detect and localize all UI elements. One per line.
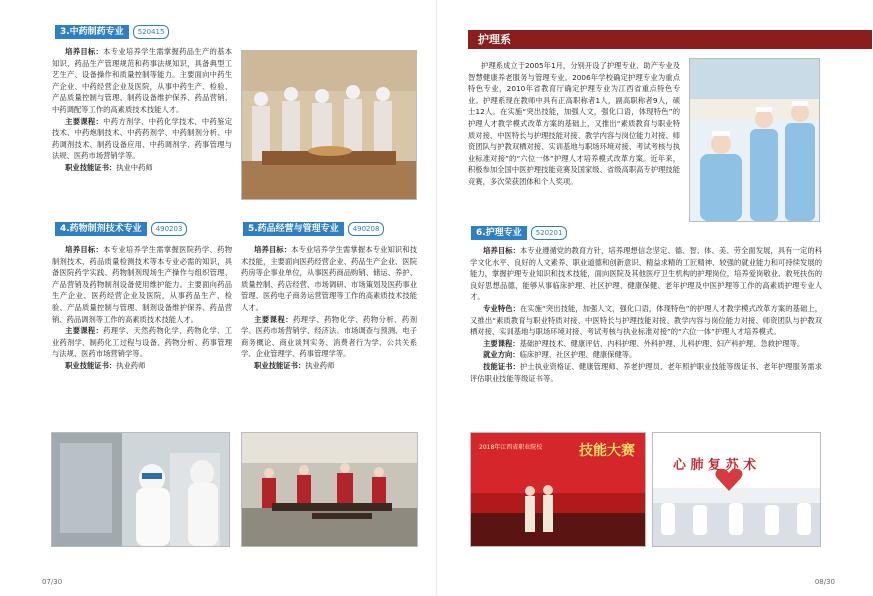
section-6-body	[470, 245, 822, 425]
goal-label: 培养目标：	[65, 47, 104, 56]
cert-label: 职业技能证书：	[65, 162, 117, 172]
contest-banner: 技能大赛	[579, 443, 635, 459]
section-4-courses: 药理学、天然药物化学、药物化学、工业药剂学、制药化工过程与设备、药物分析、药事管理与法规、医药市场营销学等。	[52, 326, 232, 359]
department-title: 护理系	[478, 33, 511, 46]
goal-label: 培养目标：	[254, 245, 292, 254]
page-number-left: 07/30	[42, 578, 63, 586]
contest-subtitle: 2018年江西省职业院校	[479, 444, 543, 451]
section-6-title: 6.护理专业	[471, 226, 527, 240]
cleanroom-photo	[51, 432, 230, 547]
section-6-goal: 本专业遵循党的教育方针，培养理想信念坚定、德、智、体、美、劳全面发展，具有一定的科学文化水平、良好的人文素养、职业道德和创新意识、精益求精的工匠精神、较强的就业能力和可持续发展的能力，掌握护理专业知识和技术技能，面向医院及其他医疗卫生机构的护理岗位，培养爱岗敬业、救死扶伤的良好思想品德，能够从事临床护理、社区护理、健康保健、老年护理及中医护理等工作的高素质护理专业人才。	[470, 246, 822, 302]
section-3-header	[55, 25, 169, 39]
courses-label: 主要课程：	[65, 326, 104, 336]
section-6-header	[471, 226, 567, 240]
section-5-cert: 执业药师	[305, 360, 335, 370]
section-3-title: 3.中药制药专业	[55, 25, 129, 39]
section-4-code: 490203	[151, 222, 188, 236]
section-3-code: 520415	[133, 25, 170, 39]
cert-label: 职业技能证书：	[254, 360, 306, 370]
section-4-header	[55, 222, 187, 236]
courses-label: 主要课程：	[254, 314, 294, 324]
section-4-goal: 本专业培养学生需掌握医院药学、药物制剂技术、药品质量检测技术等本专业必需的知识，具备医院药学实践、药物制剂现场生产操作与组织管理、产品营销及药物制剂设备使用维护能力。主要面向药品生产企业、医药经营企业及医院，从事药品生产、检验、产品质量控制与管理、制剂设备维护保养、药品营销、药品调剂等工作的高素质技术技能人才。	[52, 245, 232, 324]
courses-label: 主要课程：	[65, 116, 104, 126]
section-5-header	[243, 222, 384, 236]
nursing-students-photo	[689, 58, 820, 222]
section-3-courses: 中药方剂学、中药化学技术、中药鉴定技术、中药炮制技术、中药药剂学、中药制剂分析、中药调剂技术、制药设备应用、中药调剂学、药事管理与法规、医药市场营销学等。	[52, 116, 232, 161]
feature-label: 专业特色：	[483, 303, 520, 313]
direction-label: 就业方向：	[483, 350, 520, 360]
department-intro	[468, 60, 680, 225]
section-5-body	[241, 244, 417, 430]
section-6-feature: 在实施“突出技能，加强人文，强化口语，体现特色”的护理人才教学模式改革方案的基础上，又推出“素质教育与职业特质对接、中医特长与护理技能对接、教学内容与岗位能力对接、师资团队与护教双栖对接、实训基地与职场环境对接、考试考核与执业标准对接”的“六位一体”护理人才培养模式。	[470, 303, 822, 337]
section-4-cert: 执业药师	[116, 360, 146, 370]
pharmacy-lab-photo	[241, 50, 417, 200]
goal-label: 培养目标：	[483, 246, 520, 255]
left-page	[0, 0, 436, 596]
section-4-body	[52, 244, 232, 430]
department-title-band	[468, 30, 872, 49]
cpr-training-photo	[652, 432, 821, 547]
cert-label: 技能证书：	[483, 361, 520, 371]
section-5-title: 5.药品经营与管理专业	[243, 222, 344, 236]
section-5-code: 490208	[348, 222, 385, 236]
skills-contest-photo	[470, 432, 646, 547]
section-6-courses: 基础护理技术、健康评估、内科护理、外科护理、儿科护理、妇产科护理、急救护理等。	[519, 338, 805, 348]
cpr-banner: 心 肺 复 苏 术	[673, 458, 757, 473]
courses-label: 主要课程：	[483, 338, 520, 348]
department-intro-text: 护理系成立于2005年1月，分别开设了护理专业、助产专业及智慧健康养老服务与管理专业。2006年学校确定护理专业为重点特色专业，2010年省教育厅确定护理专业为江西省重点特色专业。护理系现在教师中具有正高职称者1人，副高职称者9人，硕士12人。在实施“突出技能，加强人文，强化口语，体现特色”的护理人才教学模式改革方案的基础上，又推出“素质教育与职业特质对接、中医特长与护理技能对接、教学内容与岗位能力对接、师资团队与护教双栖对接、实训基地与职场环境对接、考试考核与执业标准对接”的“六位一体”护理人才培养模式改革方案。近年来，积极参加全国中医护理技能竞赛及国家级、省级高职高专护理技能竞赛，多次荣获团体和个人奖项。	[468, 61, 680, 186]
section-6-direction: 临床护理、社区护理、健康保健等。	[519, 350, 637, 360]
section-3-body	[52, 46, 232, 216]
section-4-title: 4.药物制剂技术专业	[55, 222, 147, 236]
goal-label: 培养目标：	[65, 245, 104, 254]
section-6-cert: 护士执业资格证、健康管理师、养老护理员、老年照护职业技能等级证书、老年护理服务需求评估职业技能等级证书等。	[470, 361, 822, 383]
cert-label: 职业技能证书：	[65, 360, 117, 370]
section-6-code: 520201	[531, 226, 568, 240]
section-5-goal: 本专业培养学生需掌握本专业知识和技术技能，主要面向医药经营企业、药品生产企业、医院药房等企事业单位，从事医药商品购销、储运、养护、质量控制、药店经营、市场调研、市场策划及医药事业管理、医药电子商务运营管理等工作的高素质技术技能人才。	[241, 245, 417, 312]
section-3-cert: 执业中药师	[116, 162, 153, 172]
pharmacy-practice-photo	[241, 432, 418, 547]
page-number-right: 08/30	[814, 578, 835, 586]
section-5-courses: 药理学、药物化学、药物分析、药剂学、医药市场营销学、经济法、市场调查与预测、电子商务概论、商业谈判实务、消费者行为学、公共关系学、企业管理学、药事管理学等。	[241, 314, 417, 359]
section-3-goal: 本专业培养学生需掌握药品生产的基本知识、药品生产管理规范和药事法规知识，具备典型工艺生产、设备操作和质量控制等能力。主要面向中药生产企业、中药经营企业及医院，从事中药生产、检验、产品质量控制与管理、制药设备维护保养、药品营销、中药调配等工作的高素质技术技能人才。	[52, 47, 232, 114]
